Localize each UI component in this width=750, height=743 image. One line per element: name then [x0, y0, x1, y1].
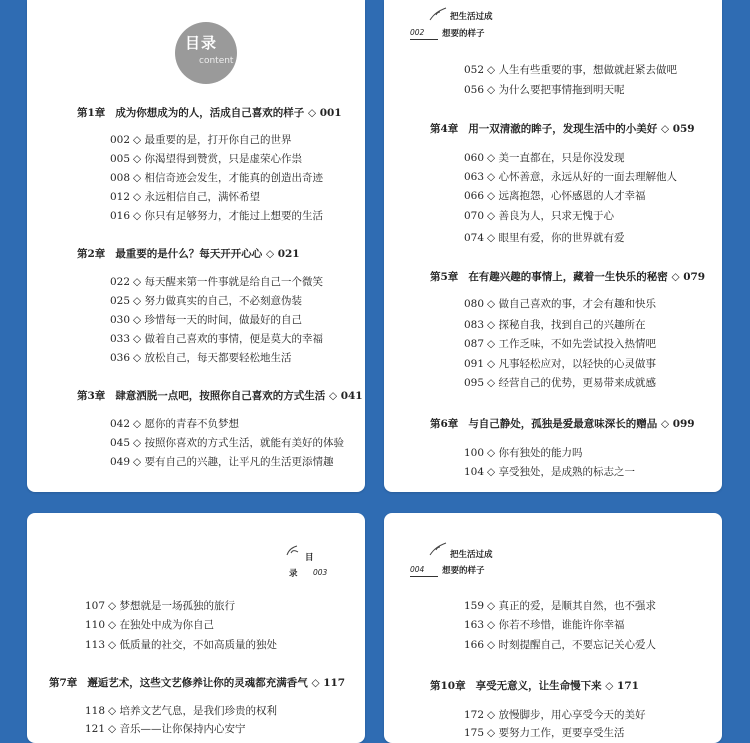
toc-entry — [85, 599, 235, 613]
toc-entry-page: 012 — [110, 191, 131, 203]
toc-entry-title: ◇ 最重要的是，打开你自己的世界 — [133, 134, 292, 146]
toc-entry-title: ◇ 善良为人，只求无愧于心 — [487, 210, 614, 222]
toc-entry-page: 159 — [464, 600, 485, 612]
toc-entry — [110, 417, 239, 431]
toc-entry — [464, 209, 614, 223]
toc-entry — [464, 708, 645, 722]
toc-entry-page: 070 — [464, 210, 485, 222]
toc-badge — [175, 22, 237, 84]
toc-entry-title: ◇ 美一直都在，只是你没发现 — [487, 152, 625, 164]
toc-entry — [110, 209, 323, 223]
toc-entry — [110, 152, 302, 166]
toc-entry — [464, 638, 656, 652]
running-header-title: 把生活过成 — [450, 550, 493, 560]
chapter-heading — [77, 389, 363, 403]
sprig-icon — [428, 541, 448, 557]
toc-entry-page: 052 — [464, 64, 485, 76]
chapter-title: 肆意洒脱一点吧，按照你自己喜欢的方式生活 ◇ 041 — [115, 390, 363, 402]
toc-entry-page: 066 — [464, 190, 485, 202]
toc-entry — [464, 599, 656, 613]
toc-entry-title: ◇ 努力做真实的自己，不必刻意伪装 — [133, 295, 302, 307]
chapter-title: 在有趣兴趣的事情上，藏着一生快乐的秘密 ◇ 079 — [468, 271, 706, 283]
toc-page-4 — [384, 513, 722, 743]
toc-entry — [464, 618, 624, 632]
toc-entry-page: 087 — [464, 338, 485, 350]
toc-badge-label: 目录 — [185, 34, 218, 52]
running-header-page-number: 002 — [410, 28, 425, 37]
chapter-heading — [430, 417, 695, 431]
toc-entry — [464, 337, 656, 351]
toc-entry — [464, 151, 624, 165]
chapter-number: 第5章 — [430, 271, 459, 283]
sprig-icon — [428, 6, 448, 22]
toc-entry-title: ◇ 工作乏味，不如先尝试投入热情吧 — [487, 338, 656, 350]
toc-entry-title: ◇ 每天醒来第一件事就是给自己一个微笑 — [133, 276, 323, 288]
toc-page-1 — [27, 0, 365, 492]
toc-entry-page: 113 — [85, 639, 106, 651]
toc-entry — [110, 294, 302, 308]
toc-entry-page: 104 — [464, 466, 485, 478]
toc-entry-title: ◇ 心怀善意，永远从好的一面去理解他人 — [487, 171, 677, 183]
toc-page-3 — [27, 513, 365, 743]
toc-entry — [85, 704, 277, 718]
toc-entry — [464, 465, 635, 479]
toc-entry-page: 033 — [110, 333, 131, 345]
toc-entry-title: ◇ 你有独处的能力吗 — [487, 447, 583, 459]
toc-entry-page: 063 — [464, 171, 485, 183]
toc-entry-page: 022 — [110, 276, 131, 288]
toc-entry — [464, 231, 624, 245]
toc-entry-title: ◇ 永远相信自己，满怀希望 — [133, 191, 260, 203]
running-header-subtitle: 想要的样子 — [442, 29, 485, 39]
toc-entry-page: 080 — [464, 298, 485, 310]
toc-entry — [110, 351, 291, 365]
toc-entry — [464, 446, 582, 460]
chapter-title: 最重要的是什么？每天开开心心 ◇ 021 — [115, 248, 300, 260]
toc-entry-title: ◇ 做自己喜欢的事，才会有趣和快乐 — [487, 298, 656, 310]
running-header-page-number: 004 — [410, 565, 425, 574]
toc-entry-page: 163 — [464, 619, 485, 631]
toc-entry — [110, 133, 291, 147]
toc-entry-page: 005 — [110, 153, 131, 165]
chapter-number: 第10章 — [430, 680, 466, 692]
toc-entry-page: 166 — [464, 639, 485, 651]
toc-entry-page: 036 — [110, 352, 131, 364]
toc-entry — [110, 190, 260, 204]
chapter-number: 第6章 — [430, 418, 459, 430]
toc-entry-title: ◇ 在独处中成为你自己 — [108, 619, 214, 631]
toc-entry-page: 095 — [464, 377, 485, 389]
chapter-heading — [49, 676, 345, 690]
toc-entry-title: ◇ 经营自己的优势，更易带来成就感 — [487, 377, 656, 389]
toc-entry-title: ◇ 为什么要把事情拖到明天呢 — [487, 84, 625, 96]
toc-entry-title: ◇ 眼里有爱，你的世界就有爱 — [487, 232, 625, 244]
chapter-title: 邂逅艺术，这些文艺修养让你的灵魂都充满香气 ◇ 117 — [87, 677, 346, 689]
toc-entry-title: ◇ 按照你喜欢的方式生活，就能有美好的体验 — [133, 437, 344, 449]
toc-entry — [110, 171, 323, 185]
toc-entry — [85, 722, 245, 736]
toc-entry — [464, 83, 624, 97]
toc-entry-page: 118 — [85, 705, 106, 717]
toc-entry — [464, 357, 656, 371]
chapter-title: 成为你想成为的人，活成自己喜欢的样子 ◇ 001 — [115, 107, 342, 119]
toc-entry — [110, 313, 302, 327]
chapter-number: 第4章 — [430, 123, 459, 135]
toc-entry-title: ◇ 愿你的青春不负梦想 — [133, 418, 239, 430]
chapter-heading — [430, 679, 639, 693]
chapter-title: 用一双清澈的眸子，发现生活中的小美好 ◇ 059 — [468, 123, 695, 135]
chapter-heading — [77, 247, 300, 261]
toc-entry-title: ◇ 你渴望得到赞赏，只是虚荣心作祟 — [133, 153, 302, 165]
toc-entry-title: ◇ 放松自己，每天都要轻松地生活 — [133, 352, 292, 364]
toc-entry-page: 100 — [464, 447, 485, 459]
toc-entry-page: 042 — [110, 418, 131, 430]
toc-entry-title: ◇ 放慢脚步，用心享受今天的美好 — [487, 709, 646, 721]
toc-entry-title: ◇ 珍惜每一天的时间，做最好的自己 — [133, 314, 302, 326]
toc-entry-title: ◇ 要有自己的兴趣，让平凡的生活更添情趣 — [133, 456, 334, 468]
running-header-title: 目 — [305, 553, 314, 563]
toc-entry-page: 002 — [110, 134, 131, 146]
toc-entry-page: 074 — [464, 232, 485, 244]
toc-entry-page: 107 — [85, 600, 106, 612]
toc-entry-page: 175 — [464, 727, 485, 739]
toc-entry-title: ◇ 享受独处，是成熟的标志之一 — [487, 466, 635, 478]
toc-entry — [464, 189, 645, 203]
toc-entry-title: ◇ 相信奇迹会发生，才能真的创造出奇迹 — [133, 172, 323, 184]
toc-entry-title: ◇ 你只有足够努力，才能过上想要的生活 — [133, 210, 323, 222]
toc-entry-page: 030 — [110, 314, 131, 326]
toc-entry-page: 121 — [85, 723, 106, 735]
toc-entry-page: 110 — [85, 619, 106, 631]
toc-entry-title: ◇ 你若不珍惜，谁能许你幸福 — [487, 619, 625, 631]
toc-entry-title: ◇ 音乐——让你保持内心安宁 — [108, 723, 246, 735]
toc-entry-page: 056 — [464, 84, 485, 96]
toc-badge-sub: content — [199, 56, 234, 66]
toc-entry — [464, 63, 677, 77]
toc-entry-title: ◇ 探秘自我，找到自己的兴趣所在 — [487, 319, 646, 331]
running-header-page-number: 003 — [313, 568, 328, 577]
toc-entry — [85, 618, 214, 632]
toc-entry-title: ◇ 梦想就是一场孤独的旅行 — [108, 600, 235, 612]
toc-entry-page: 049 — [110, 456, 131, 468]
toc-entry-page: 091 — [464, 358, 485, 370]
toc-entry — [464, 318, 645, 332]
sprig-icon — [283, 543, 303, 559]
toc-page-2 — [384, 0, 722, 492]
toc-entry-page: 172 — [464, 709, 485, 721]
header-rule — [410, 576, 438, 577]
toc-entry-title: ◇ 做着自己喜欢的事情，便是莫大的幸福 — [133, 333, 323, 345]
chapter-heading — [430, 270, 705, 284]
chapter-title: 享受无意义，让生命慢下来 ◇ 171 — [475, 680, 639, 692]
toc-entry-title: ◇ 时刻提醒自己，不要忘记关心爱人 — [487, 639, 656, 651]
chapter-heading — [77, 106, 342, 120]
toc-entry-page: 060 — [464, 152, 485, 164]
toc-entry — [464, 297, 656, 311]
toc-entry-title: ◇ 要努力工作，更要享受生活 — [487, 727, 625, 739]
toc-entry-title: ◇ 真正的爱，是顺其自然，也不强求 — [487, 600, 656, 612]
toc-entry-title: ◇ 低质量的社交，不如高质量的独处 — [108, 639, 277, 651]
toc-entry — [85, 638, 277, 652]
toc-entry — [464, 376, 656, 390]
chapter-heading — [430, 122, 695, 136]
toc-entry-page: 025 — [110, 295, 131, 307]
toc-entry-page: 016 — [110, 210, 131, 222]
toc-entry-title: ◇ 凡事轻松应对，以轻快的心灵做事 — [487, 358, 656, 370]
toc-entry-title: ◇ 远离抱怨，心怀感恩的人才幸福 — [487, 190, 646, 202]
toc-entry — [464, 170, 677, 184]
running-header-subtitle: 想要的样子 — [442, 566, 485, 576]
chapter-number: 第3章 — [77, 390, 106, 402]
toc-entry — [110, 436, 344, 450]
running-header-title: 把生活过成 — [450, 12, 493, 22]
toc-entry-title: ◇ 人生有些重要的事，想做就赶紧去做吧 — [487, 64, 677, 76]
chapter-number: 第7章 — [49, 677, 78, 689]
toc-entry — [110, 332, 323, 346]
toc-entry-page: 045 — [110, 437, 131, 449]
toc-entry-page: 083 — [464, 319, 485, 331]
toc-entry — [110, 275, 323, 289]
toc-entry-page: 008 — [110, 172, 131, 184]
running-header-subtitle: 录 — [289, 569, 298, 579]
toc-entry — [464, 726, 624, 740]
chapter-title: 与自己静处，孤独是爱最意味深长的赠品 ◇ 099 — [468, 418, 695, 430]
toc-entry-title: ◇ 培养文艺气息，是我们珍贵的权利 — [108, 705, 277, 717]
header-rule — [410, 39, 438, 40]
chapter-number: 第2章 — [77, 248, 106, 260]
chapter-number: 第1章 — [77, 107, 106, 119]
toc-entry — [110, 455, 333, 469]
